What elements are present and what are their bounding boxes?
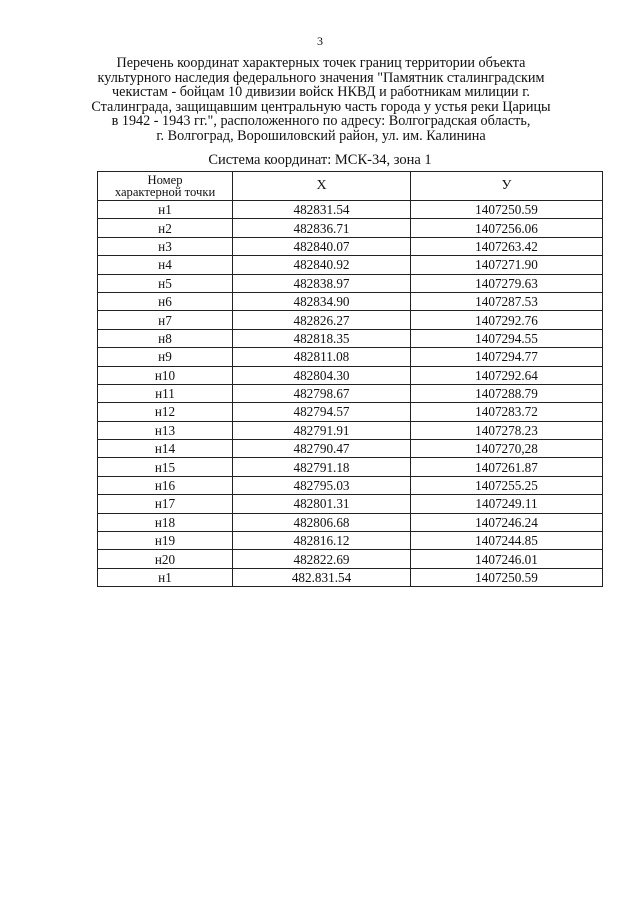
cell-x: 482791.18 bbox=[233, 458, 411, 476]
cell-x: 482806.68 bbox=[233, 513, 411, 531]
cell-point: н17 bbox=[98, 495, 233, 513]
cell-x: 482836.71 bbox=[233, 219, 411, 237]
cell-point: н4 bbox=[98, 256, 233, 274]
cell-point: н3 bbox=[98, 237, 233, 255]
cell-x: 482795.03 bbox=[233, 476, 411, 494]
cell-point: н12 bbox=[98, 403, 233, 421]
cell-x: 482818.35 bbox=[233, 329, 411, 347]
cell-x: 482831.54 bbox=[233, 201, 411, 219]
page-number: 3 bbox=[317, 34, 323, 48]
cell-y: 1407294.77 bbox=[411, 348, 603, 366]
cell-point: н2 bbox=[98, 219, 233, 237]
cell-x: 482801.31 bbox=[233, 495, 411, 513]
cell-point: н5 bbox=[98, 274, 233, 292]
cell-x: 482791.91 bbox=[233, 421, 411, 439]
cell-y: 1407288.79 bbox=[411, 384, 603, 402]
header-x: X bbox=[233, 172, 411, 201]
table-row bbox=[98, 476, 603, 494]
cell-y: 1407250.59 bbox=[411, 568, 603, 586]
cell-x: 482840.07 bbox=[233, 237, 411, 255]
coordinates-table bbox=[97, 171, 603, 587]
cell-point: н15 bbox=[98, 458, 233, 476]
cell-y: 1407270,28 bbox=[411, 440, 603, 458]
cell-point: н9 bbox=[98, 348, 233, 366]
table-row bbox=[98, 458, 603, 476]
cell-point: н1 bbox=[98, 201, 233, 219]
cell-y: 1407256.06 bbox=[411, 219, 603, 237]
cell-point: н19 bbox=[98, 532, 233, 550]
cell-point: н10 bbox=[98, 366, 233, 384]
cell-point: н13 bbox=[98, 421, 233, 439]
table-row bbox=[98, 256, 603, 274]
cell-x: 482840.92 bbox=[233, 256, 411, 274]
title-line: Сталинграда, защищавшим центральную часть города у устья реки Царицы bbox=[91, 98, 551, 115]
cell-y: 1407250.59 bbox=[411, 201, 603, 219]
title-line: г. Волгоград, Ворошиловский район, ул. им. Калинина bbox=[156, 127, 486, 144]
cell-y: 1407287.53 bbox=[411, 292, 603, 310]
cell-point: н16 bbox=[98, 476, 233, 494]
cell-y: 1407292.76 bbox=[411, 311, 603, 329]
table-row bbox=[98, 219, 603, 237]
cell-x: 482804.30 bbox=[233, 366, 411, 384]
cell-y: 1407278.23 bbox=[411, 421, 603, 439]
table-row bbox=[98, 237, 603, 255]
header-y: У bbox=[411, 172, 603, 201]
cell-y: 1407294.55 bbox=[411, 329, 603, 347]
cell-y: 1407271.90 bbox=[411, 256, 603, 274]
cell-x: 482838.97 bbox=[233, 274, 411, 292]
cell-point: н20 bbox=[98, 550, 233, 568]
cell-y: 1407283.72 bbox=[411, 403, 603, 421]
table-row bbox=[98, 384, 603, 402]
cell-x: 482811.08 bbox=[233, 348, 411, 366]
title-line: чекистам - бойцам 10 дивизии войск НКВД и работникам милиции г. bbox=[112, 84, 530, 101]
cell-point: н7 bbox=[98, 311, 233, 329]
table-row bbox=[98, 568, 603, 586]
document-title bbox=[90, 56, 552, 144]
cell-y: 1407263.42 bbox=[411, 237, 603, 255]
table-row bbox=[98, 348, 603, 366]
cell-x: 482798.67 bbox=[233, 384, 411, 402]
cell-y: 1407292.64 bbox=[411, 366, 603, 384]
table-row bbox=[98, 311, 603, 329]
cell-y: 1407246.24 bbox=[411, 513, 603, 531]
cell-y: 1407249.11 bbox=[411, 495, 603, 513]
header-point-number-line1: Номер bbox=[147, 173, 183, 187]
table-row bbox=[98, 201, 603, 219]
cell-x: 482816.12 bbox=[233, 532, 411, 550]
title-line: Перечень координат характерных точек границ территории объекта bbox=[116, 55, 526, 71]
table-row bbox=[98, 440, 603, 458]
cell-x: 482822.69 bbox=[233, 550, 411, 568]
cell-x: 482834.90 bbox=[233, 292, 411, 310]
cell-x: 482794.57 bbox=[233, 403, 411, 421]
table-row bbox=[98, 495, 603, 513]
title-line: культурного наследия федерального значения "Памятник сталинградским bbox=[97, 69, 545, 86]
cell-y: 1407255.25 bbox=[411, 476, 603, 494]
cell-point: н18 bbox=[98, 513, 233, 531]
cell-point: н11 bbox=[98, 384, 233, 402]
table-row bbox=[98, 403, 603, 421]
table-row bbox=[98, 292, 603, 310]
table-row bbox=[98, 329, 603, 347]
table-row bbox=[98, 366, 603, 384]
table-row bbox=[98, 532, 603, 550]
table-header-row bbox=[98, 172, 603, 201]
title-line: в 1942 - 1943 гг.", расположенного по адресу: Волгоградская область, bbox=[111, 113, 531, 130]
cell-point: н14 bbox=[98, 440, 233, 458]
table-row bbox=[98, 274, 603, 292]
table-row bbox=[98, 550, 603, 568]
cell-x: 482826.27 bbox=[233, 311, 411, 329]
cell-y: 1407244.85 bbox=[411, 532, 603, 550]
cell-y: 1407246.01 bbox=[411, 550, 603, 568]
cell-y: 1407261.87 bbox=[411, 458, 603, 476]
cell-point: н8 bbox=[98, 329, 233, 347]
table-row bbox=[98, 513, 603, 531]
cell-point: н6 bbox=[98, 292, 233, 310]
header-point-number bbox=[98, 172, 233, 201]
cell-x: 482790.47 bbox=[233, 440, 411, 458]
coordinate-system-label: Система координат: МСК-34, зона 1 bbox=[208, 152, 432, 168]
cell-x: 482.831.54 bbox=[233, 568, 411, 586]
header-point-number-line2: характерной точки bbox=[114, 185, 216, 199]
cell-point: н1 bbox=[98, 568, 233, 586]
table-row bbox=[98, 421, 603, 439]
cell-y: 1407279.63 bbox=[411, 274, 603, 292]
